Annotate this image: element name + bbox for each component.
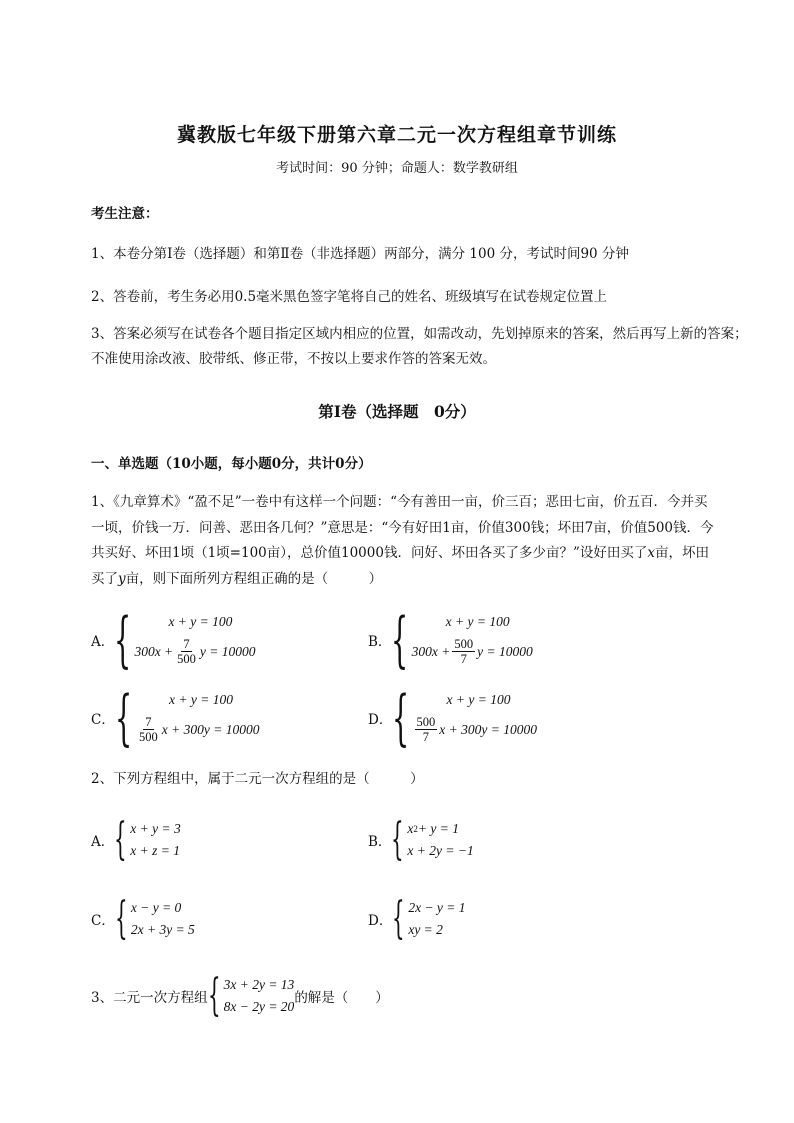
question-3-suffix: 的解是（ ） — [294, 990, 389, 1006]
option-label: D． — [368, 712, 393, 728]
brace-icon: { — [391, 814, 405, 865]
option-label: C． — [91, 712, 115, 728]
equation-system — [114, 605, 256, 675]
q1-option-c[interactable] — [91, 683, 260, 753]
option-label: A． — [91, 634, 115, 650]
option-label: A． — [91, 834, 115, 850]
q2-option-a[interactable] — [91, 814, 181, 865]
equation: x + y = 100 — [169, 691, 233, 707]
q1-option-b[interactable] — [368, 605, 533, 675]
q2-option-c[interactable] — [91, 893, 195, 944]
option-label: B． — [368, 634, 392, 650]
equation: $\frac{7}{500}$ x + 300y = 10000 — [139, 715, 260, 745]
equation: $\frac{500}{7}$ x + 300y = 10000 — [416, 715, 537, 745]
brace-icon: { — [114, 605, 132, 675]
equation-system — [392, 893, 466, 944]
equation-system — [391, 814, 474, 865]
equation: x + y = 100 — [445, 613, 510, 629]
brace-icon: { — [207, 970, 221, 1021]
equation: 300x + $\frac{7}{500}$ y = 10000 — [134, 637, 256, 667]
section-title: 第Ⅰ卷（选择题 0分） — [318, 402, 476, 421]
notice-item-3: 3、答案必须写在试卷各个题目指定区域内相应的位置，如需改动，先划掉原来的答案，然后再写上新的答案；不准使用涂改液、胶带纸、修正带，不按以上要求作答的答案无效。 — [91, 326, 748, 367]
q2-option-d[interactable] — [368, 893, 466, 944]
equation-system — [114, 814, 181, 865]
part-title: 一、单选题（10小题，每小题0分，共计0分） — [91, 456, 372, 472]
brace-icon: { — [392, 683, 410, 753]
equation: 2x + 3y = 5 — [130, 922, 195, 937]
option-label: D． — [368, 913, 393, 929]
equation: x 2 + y = 1 — [407, 821, 460, 836]
equation: xy = 2 — [408, 922, 443, 937]
equation-system — [114, 893, 195, 944]
brace-icon: { — [114, 683, 133, 753]
equation: x + y = 100 — [446, 691, 511, 707]
equation-system — [391, 605, 533, 675]
option-label: C． — [91, 913, 115, 929]
document-subtitle: 考试时间：90 分钟；命题人：数学教研组 — [276, 161, 518, 176]
option-label: B． — [368, 834, 392, 850]
q1-option-a[interactable] — [91, 605, 256, 675]
equation: x − y = 0 — [130, 900, 182, 915]
equation: x + y = 100 — [168, 613, 233, 629]
equation-system — [114, 683, 260, 753]
question-3-text — [91, 970, 389, 1021]
notice-item-1: 1、本卷分第Ⅰ卷（选择题）和第Ⅱ卷（非选择题）两部分，满分 100 分，考试时间90 分钟 — [91, 246, 629, 262]
question-3-prefix: 3、二元一次方程组 — [91, 990, 208, 1006]
equation: 2x − y = 1 — [408, 900, 466, 915]
question-2-text: 2、下列方程组中，属于二元一次方程组的是（ ） — [91, 771, 424, 787]
equation: x + 2y = −1 — [407, 843, 474, 858]
brace-icon: { — [391, 605, 409, 675]
brace-icon: { — [392, 893, 405, 944]
equation: x + z = 1 — [130, 843, 180, 858]
equation: 300x + $\frac{500}{7}$ y = 10000 — [411, 637, 533, 667]
equation: 8x − 2y = 20 — [223, 999, 295, 1014]
equation: x + y = 3 — [130, 821, 181, 836]
q2-option-b[interactable] — [368, 814, 474, 865]
equation: 3x + 2y = 13 — [223, 977, 295, 992]
document-title: 冀教版七年级下册第六章二元一次方程组章节训练 — [176, 124, 617, 146]
notice-heading: 考生注意： — [91, 206, 159, 222]
equation-system — [207, 970, 295, 1021]
question-1-text: 1、《九章算术》“盈不足”一卷中有这样一个问题：“今有善田一亩，价三百；恶田七亩，价五百．今并买一顷，价钱一万．问善、恶田各几何？”意思是：“今有好田1亩，价值300钱；坏田7亩，价值500钱．今共买好、坏田1顷（1顷=100亩），总价值10000钱．问好、坏田各买了多少亩？”设好田买了x亩，坏田买了y亩，则下面所列方程组正确的是（ ） — [91, 494, 714, 587]
equation-system — [392, 683, 537, 753]
brace-icon: { — [114, 893, 128, 944]
q1-option-d[interactable] — [368, 683, 537, 753]
brace-icon: { — [114, 814, 127, 865]
notice-item-2: 2、答卷前，考生务必用0.5毫米黑色签字笔将自己的姓名、班级填写在试卷规定位置上 — [91, 289, 608, 305]
